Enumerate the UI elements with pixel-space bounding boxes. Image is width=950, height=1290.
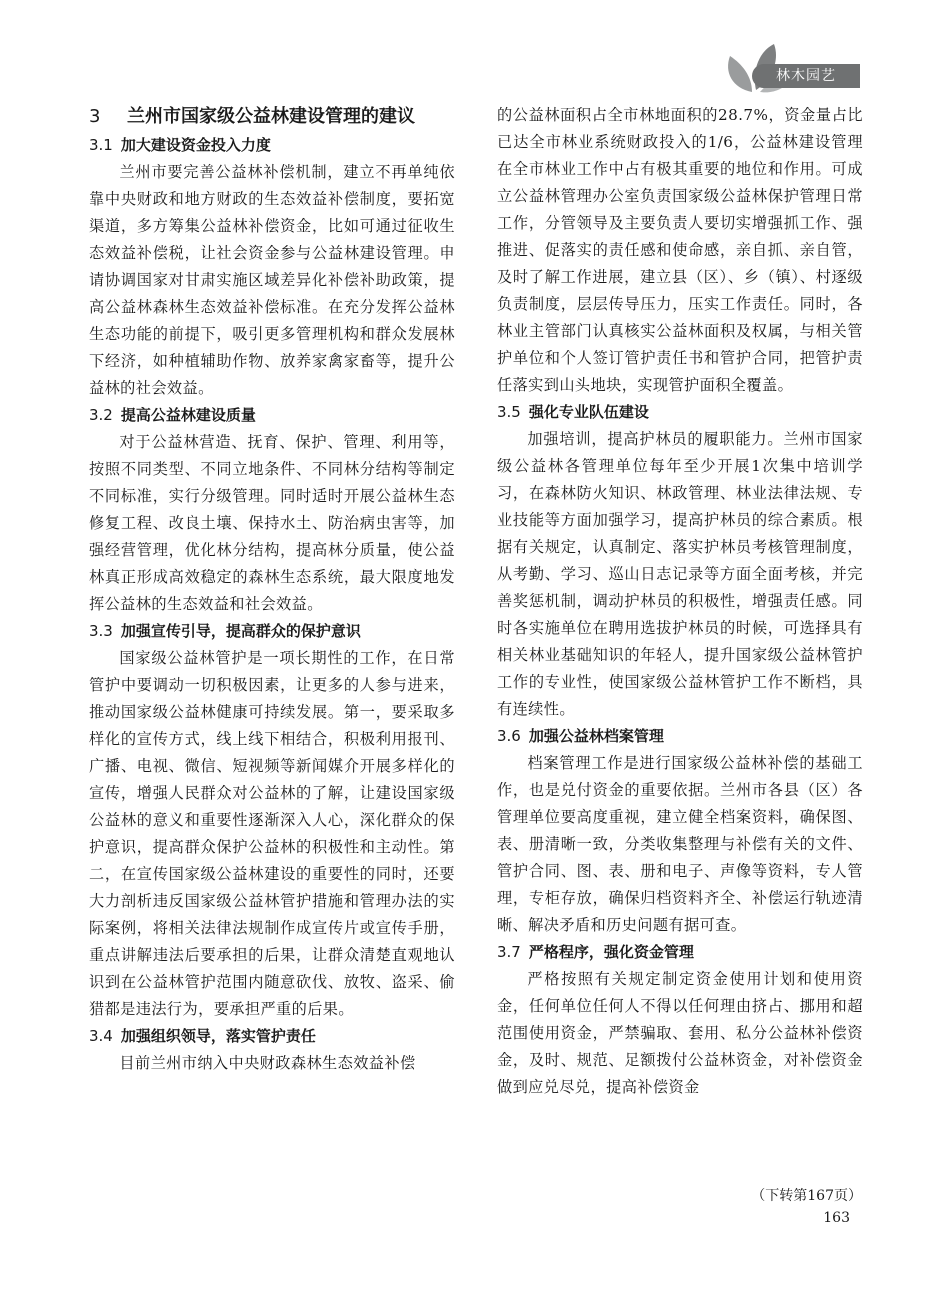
section-tag: 林木园艺 bbox=[752, 64, 860, 88]
paragraph: 严格按照有关规定制定资金使用计划和使用资金，任何单位任何人不得以任何理由挤占、挪用和超范围使用资金，严禁骗取、套用、私分公益林补偿资金，及时、规范、足额拨付公益林资金，对补偿资金做到应兑尽兑，提高补偿资金 bbox=[497, 970, 863, 1096]
subsection-heading-3-6 bbox=[497, 723, 863, 750]
page-header bbox=[0, 0, 950, 110]
subsection-title: 加大建设资金投入力度 bbox=[120, 136, 271, 154]
paragraph: 档案管理工作是进行国家级公益林补偿的基础工作，也是兑付资金的重要依据。兰州市各县（区）各管理单位要高度重视，建立健全档案资料，确保图、表、册清晰一致，分类收集整理与补偿有关的文件、管护合同、图、表、册和电子、声像等资料，专人管理，专柜存放，确保归档资料齐全、补偿运行轨迹清晰、解决矛盾和历史问题有据可查。 bbox=[497, 754, 863, 934]
section-number: 3 bbox=[89, 106, 101, 127]
subsection-number: 3.6 bbox=[497, 727, 521, 745]
section-heading bbox=[89, 102, 455, 132]
subsection-number: 3.7 bbox=[497, 943, 521, 961]
paragraph-continued: 的公益林面积占全市林地面积的28.7%，资金量占比已达全市林业系统财政投入的1/6，公益林建设管理在全市林业工作中占有极其重要的地位和作用。可成立公益林管理办公室负责国家级公益林保护管理日常工作，分管领导及主要负责人要切实增强抓工作、强推进、促落实的责任感和使命感，亲自抓、亲自管，及时了解工作进展，建立县（区）、乡（镇）、村逐级负责制度，层层传导压力，压实工作责任。同时，各林业主管部门认真核实公益林面积及权属，与相关管护单位和个人签订管护责任书和管护合同，把管护责任落实到山头地块，实现管护面积全覆盖。 bbox=[497, 106, 863, 394]
subsection-number: 3.3 bbox=[89, 622, 113, 640]
subsection-title: 加强组织领导，落实管护责任 bbox=[120, 1027, 316, 1045]
subsection-heading-3-7 bbox=[497, 939, 863, 966]
subsection-heading-3-1 bbox=[89, 132, 455, 159]
subsection-heading-3-4 bbox=[89, 1023, 455, 1050]
subsection-number: 3.1 bbox=[89, 136, 113, 154]
subsection-number: 3.5 bbox=[497, 403, 521, 421]
paragraph: 目前兰州市纳入中央财政森林生态效益补偿 bbox=[119, 1054, 416, 1072]
left-column bbox=[89, 102, 455, 1077]
page-number: 163 bbox=[823, 1210, 850, 1226]
subsection-title: 加强宣传引导，提高群众的保护意识 bbox=[120, 622, 361, 640]
subsection-heading-3-2 bbox=[89, 402, 455, 429]
subsection-title: 加强公益林档案管理 bbox=[528, 727, 664, 745]
continued-note: （下转第167页） bbox=[751, 1188, 862, 1204]
subsection-title: 强化专业队伍建设 bbox=[528, 403, 649, 421]
subsection-title: 提高公益林建设质量 bbox=[120, 406, 256, 424]
subsection-heading-3-3 bbox=[89, 618, 455, 645]
subsection-number: 3.2 bbox=[89, 406, 113, 424]
paragraph: 兰州市要完善公益林补偿机制，建立不再单纯依靠中央财政和地方财政的生态效益补偿制度，要拓宽渠道，多方筹集公益林补偿资金，比如可通过征收生态效益补偿税，让社会资金参与公益林建设管理。申请协调国家对甘肃实施区域差异化补偿补助政策，提高公益林森林生态效益补偿标准。在充分发挥公益林生态功能的前提下，吸引更多管理机构和群众发展林下经济，如种植辅助作物、放养家禽家畜等，提升公益林的社会效益。 bbox=[89, 163, 455, 397]
paragraph: 加强培训，提高护林员的履职能力。兰州市国家级公益林各管理单位每年至少开展1次集中培训学习，在森林防火知识、林政管理、林业法律法规、专业技能等方面加强学习，提高护林员的综合素质。根据有关规定，认真制定、落实护林员考核管理制度，从考勤、学习、巡山日志记录等方面全面考核，并完善奖惩机制，调动护林员的积极性，增强责任感。同时各实施单位在聘用选拔护林员的时候，可选择具有相关林业基础知识的年轻人，提升国家级公益林管护工作的专业性，使国家级公益林管护工作不断档，具有连续性。 bbox=[497, 430, 863, 718]
subsection-title: 严格程序，强化资金管理 bbox=[528, 943, 694, 961]
section-title: 兰州市国家级公益林建设管理的建议 bbox=[127, 106, 415, 127]
paragraph: 对于公益林营造、抚育、保护、管理、利用等，按照不同类型、不同立地条件、不同林分结构等制定不同标准，实行分级管理。同时适时开展公益林生态修复工程、改良土壤、保持水土、防治病虫害等，加强经营管理，优化林分结构，提高林分质量，使公益林真正形成高效稳定的森林生态系统，最大限度地发挥公益林的生态效益和社会效益。 bbox=[89, 433, 455, 613]
subsection-number: 3.4 bbox=[89, 1027, 113, 1045]
right-column bbox=[497, 102, 863, 1101]
subsection-heading-3-5 bbox=[497, 399, 863, 426]
paragraph: 国家级公益林管护是一项长期性的工作，在日常管护中要调动一切积极因素，让更多的人参与进来，推动国家级公益林健康可持续发展。第一，要采取多样化的宣传方式，线上线下相结合，积极利用报刊、广播、电视、微信、短视频等新闻媒介开展多样化的宣传，增强人民群众对公益林的了解，让建设国家级公益林的意义和重要性逐渐深入人心，深化群众的保护意识，提高群众保护公益林的积极性和主动性。第二，在宣传国家级公益林建设的重要性的同时，还要大力剖析违反国家级公益林管护措施和管理办法的实际案例，将相关法律法规制作成宣传片或宣传手册，重点讲解违法后要承担的后果，让群众清楚直观地认识到在公益林管护范围内随意砍伐、放牧、盗采、偷猎都是违法行为，要承担严重的后果。 bbox=[89, 649, 455, 1018]
